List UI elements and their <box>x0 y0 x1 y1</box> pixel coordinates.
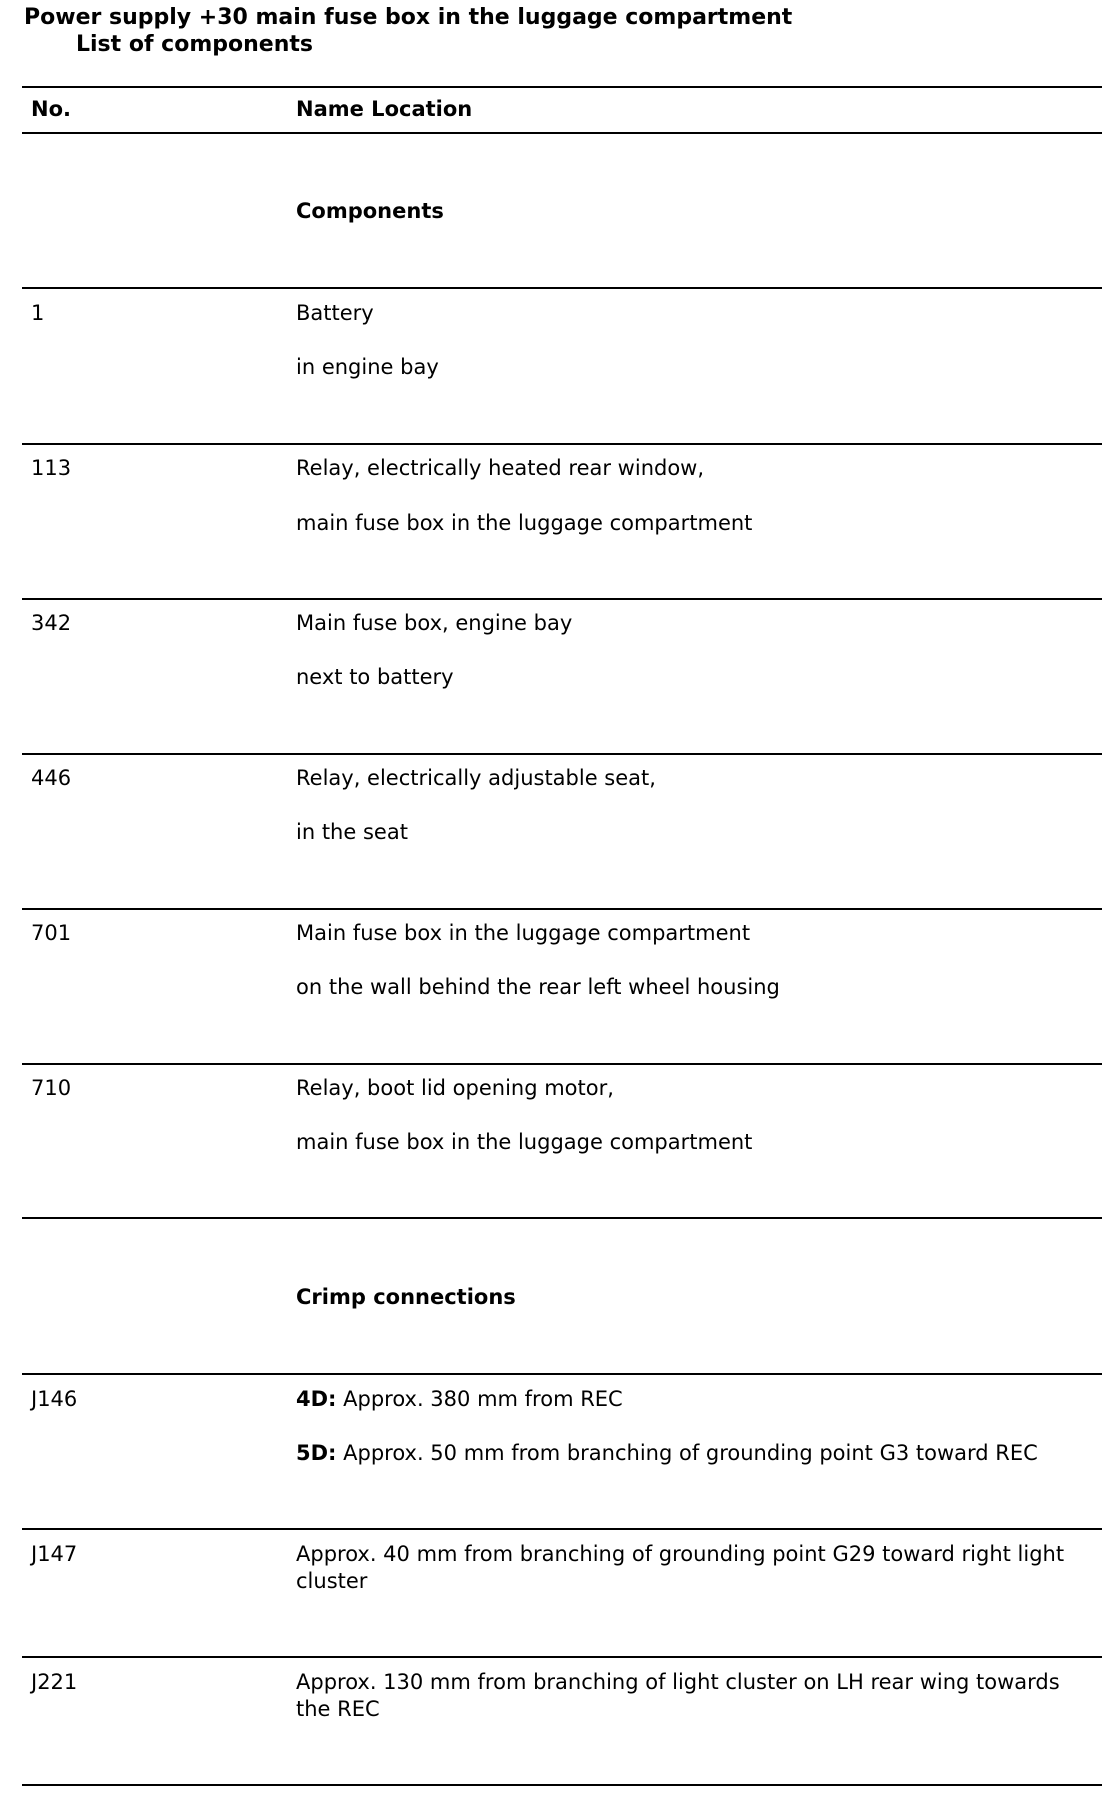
row-number: 342 <box>31 611 72 635</box>
row-description: Approx. 40 mm from branching of grounding point G29 toward right light cluster <box>296 1542 1065 1593</box>
row-location: on the wall behind the rear left wheel housing <box>296 975 780 999</box>
row-number: 113 <box>31 456 72 480</box>
row-name: Relay, electrically adjustable seat, <box>296 766 656 790</box>
variant-text: Approx. 380 mm from REC <box>336 1387 623 1411</box>
row-rule <box>22 1656 1102 1658</box>
row-number: J221 <box>31 1670 78 1694</box>
variant-text: Approx. 50 mm from branching of grounding point G3 toward REC <box>336 1441 1038 1465</box>
header-name-location: Name Location <box>296 97 473 121</box>
row-number: 710 <box>31 1076 72 1100</box>
row-rule <box>22 908 1102 910</box>
row-rule <box>22 1373 1102 1375</box>
section-heading-crimp-connections: Crimp connections <box>296 1285 516 1309</box>
row-number: 446 <box>31 766 72 790</box>
row-location: main fuse box in the luggage compartment <box>296 511 753 535</box>
variant-prefix: 4D: <box>296 1387 337 1411</box>
table-bottom-rule <box>22 1784 1102 1786</box>
row-detail-4d <box>296 1386 623 1413</box>
document-title: Power supply +30 main fuse box in the luggage compartment <box>24 5 793 30</box>
row-name: Main fuse box, engine bay <box>296 611 573 635</box>
row-location: next to battery <box>296 665 454 689</box>
row-number: 1 <box>31 301 45 325</box>
row-rule <box>22 753 1102 755</box>
row-rule <box>22 287 1102 289</box>
row-rule <box>22 598 1102 600</box>
row-name: Main fuse box in the luggage compartment <box>296 921 751 945</box>
section-rule <box>22 1217 1102 1219</box>
variant-prefix: 5D: <box>296 1441 337 1465</box>
document-subtitle: List of components <box>76 32 313 57</box>
header-bottom-rule <box>22 132 1102 134</box>
row-number: J147 <box>31 1542 78 1566</box>
row-description: Approx. 130 mm from branching of light cluster on LH rear wing towards the REC <box>296 1670 1060 1721</box>
row-location: in engine bay <box>296 355 439 379</box>
row-number: J146 <box>31 1387 78 1411</box>
table-top-rule <box>22 86 1102 88</box>
row-rule <box>22 1063 1102 1065</box>
row-name: Relay, boot lid opening motor, <box>296 1076 614 1100</box>
row-rule <box>22 443 1102 445</box>
row-name: Relay, electrically heated rear window, <box>296 456 705 480</box>
row-name: Battery <box>296 301 374 325</box>
row-rule <box>22 1528 1102 1530</box>
header-no: No. <box>31 97 71 121</box>
row-location: main fuse box in the luggage compartment <box>296 1130 753 1154</box>
row-location: in the seat <box>296 820 408 844</box>
section-heading-components: Components <box>296 199 444 223</box>
row-detail-5d <box>296 1440 1038 1467</box>
row-number: 701 <box>31 921 72 945</box>
